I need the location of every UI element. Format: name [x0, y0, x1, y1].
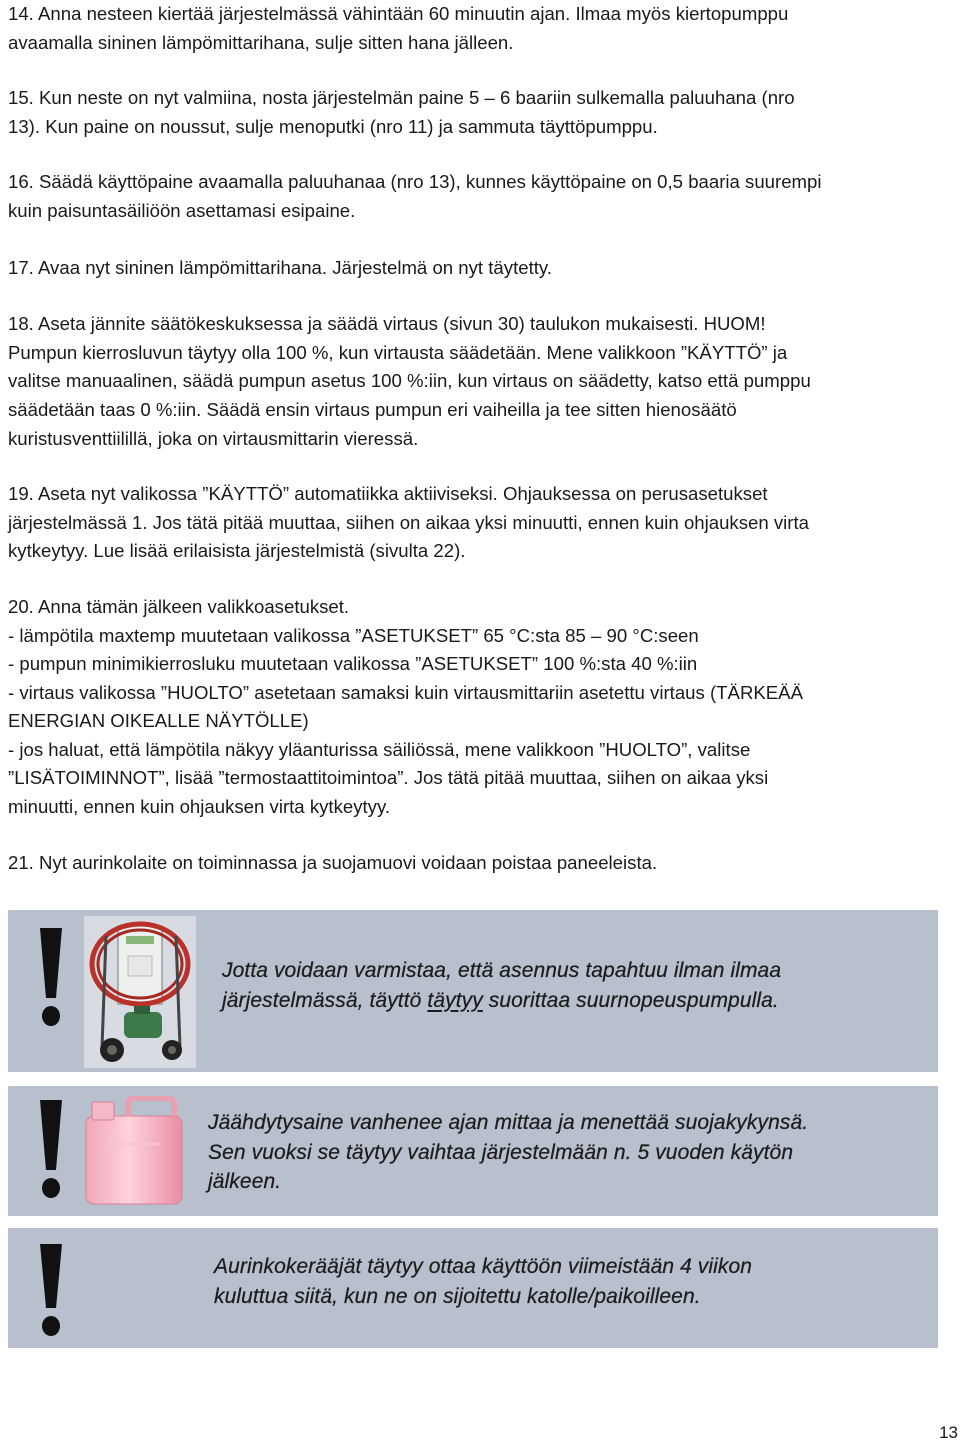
- exclamation-icon: [36, 1098, 66, 1202]
- filling-pump-image: [84, 916, 196, 1068]
- notice-coolant-text: Jäähdytysaine vanhenee ajan mittaa ja menettää suojakykynsä. Sen vuoksi se täytyy vaihtaa järjestelmään n. 5 vuoden käytön jälkeen.: [208, 1111, 809, 1193]
- notice-coolant: [8, 1086, 938, 1216]
- step-19: 19. Aseta nyt valikossa ”KÄYTTÖ” automatiikka aktiiviseksi. Ohjauksessa on perusasetukset järjestelmässä 1. Jos tätä pitää muuttaa, siihen on aikaa yksi minuutti, ennen kuin ohjauksen virta kytkeytyy. Lue lisää erilaisista järjestelmistä (sivulta 22).: [8, 483, 810, 562]
- step-18: 18. Aseta jännite säätökeskuksessa ja säädä virtaus (sivun 30) taulukon mukaisesti. HUOM! Pumpun kierrosluvun täytyy olla 100 %, kun virtausta säädetään. Mene valikkoon ”KÄYTTÖ” ja valitse manuaalinen, säädä pumpun asetus 100 %:iin, kun virtaus on säädetty, katso että pumppu säädetään taas 0 %:iin. Säädä ensin virtaus pumpun eri vaiheilla ja tee sitten hienosäätö kuristusventtiilillä, joka on virtausmittarin vieressä.: [8, 313, 811, 449]
- step-15: 15. Kun neste on nyt valmiina, nosta järjestelmän paine 5 – 6 baariin sulkemalla paluuhana (nro 13). Kun paine on noussut, sulje menoputki (nro 11) ja sammuta täyttöpumppu.: [8, 87, 795, 137]
- step-21: 21. Nyt aurinkolaite on toiminnassa ja suojamuovi voidaan poistaa paneeleista.: [8, 851, 658, 873]
- instructions-text: [8, 0, 960, 877]
- step-20: 20. Anna tämän jälkeen valikkoasetukset. - lämpötila maxtemp muutetaan valikossa ”ASETUKSET” 65 °C:sta 85 – 90 °C:seen - pumpun minimikierrosluku muutetaan valikossa ”ASETUKSET” 100 %:sta 40 %:iin - virtaus valikossa ”HUOLTO” asetetaan samaksi kuin virtausmittariin asetettu virtaus (TÄRKEÄÄ ENERGIAN OIKEALLE NÄYTÖLLE) - jos haluat, että lämpötila näkyy yläanturissa säiliössä, mene valikkoon ”HUOLTO”, valitse ”LISÄTOIMINNOT”, lisää ”termostaattitoimintoa”. Jos tätä pitää muuttaa, siihen on aikaa yksi minuutti, ennen kuin ohjauksen virta kytkeytyy.: [8, 595, 803, 818]
- step-14: 14. Anna nesteen kiertää järjestelmässä vähintään 60 minuutin ajan. Ilmaa myös kiertopumppu avaamalla sininen lämpömittarihana, sulje sitten hana jälleen.: [8, 3, 789, 53]
- notice-collectors-text: Aurinkokerääjät täytyy ottaa käyttöön viimeistään 4 viikon kuluttua siitä, kun ne on sijoitettu katolle/paikoilleen.: [214, 1255, 753, 1308]
- notice-collectors: [8, 1228, 938, 1348]
- notice-pump: [8, 910, 938, 1072]
- exclamation-icon: [36, 926, 66, 1030]
- page-number: 13: [939, 1423, 958, 1442]
- step-17: 17. Avaa nyt sininen lämpömittarihana. Järjestelmä on nyt täytetty.: [8, 256, 552, 278]
- exclamation-icon: [36, 1242, 66, 1340]
- step-16: 16. Säädä käyttöpaine avaamalla paluuhanaa (nro 13), kunnes käyttöpaine on 0,5 baaria suurempi kuin paisuntasäiliöön asettamasi esipaine.: [8, 171, 822, 221]
- notice-pump-text: Jotta voidaan varmistaa, että asennus tapahtuu ilman ilmaa järjestelmässä, täyttö täytyy suorittaa suurnopeuspumpulla.: [222, 959, 782, 1012]
- coolant-canister-image: [78, 1096, 190, 1208]
